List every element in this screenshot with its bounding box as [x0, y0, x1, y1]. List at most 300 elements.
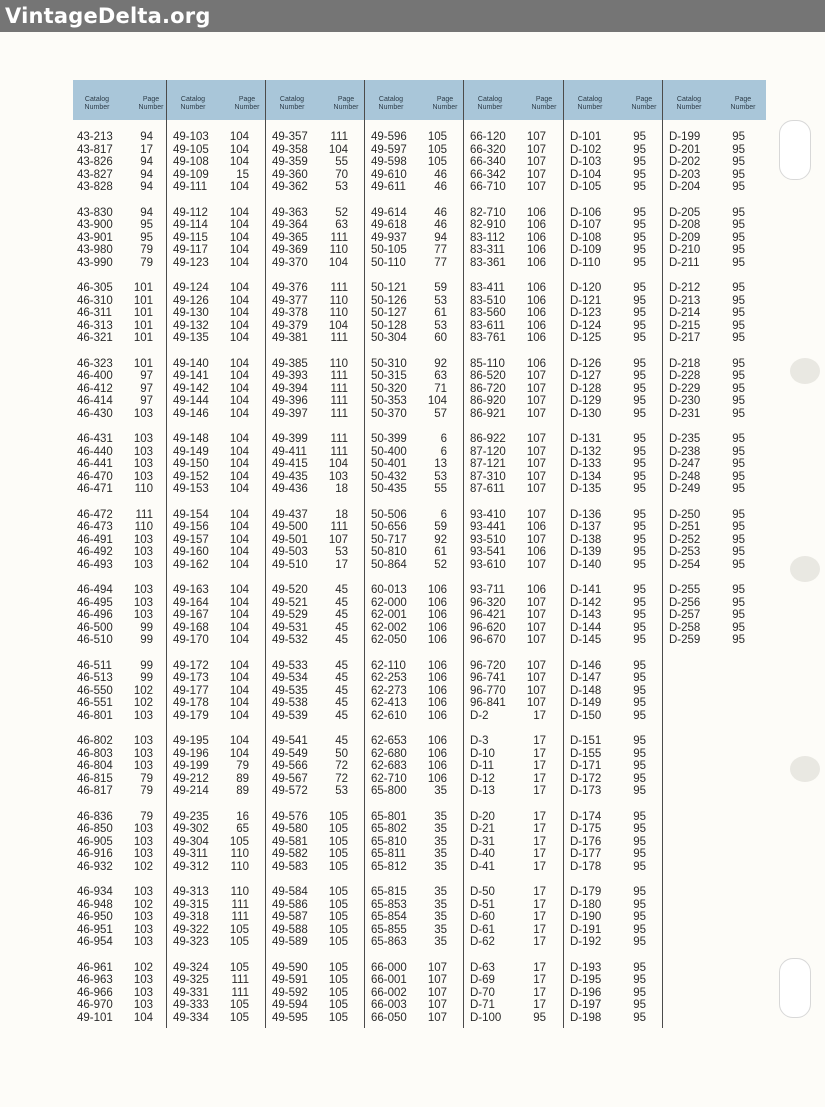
table-row: [77, 358, 166, 371]
header-line: Number: [531, 104, 557, 111]
catalog-number: 49-154: [173, 508, 209, 521]
table-row: [272, 307, 361, 320]
page-number: 104: [229, 319, 249, 332]
page-number: 103: [133, 407, 153, 420]
catalog-number: 49-376: [272, 282, 308, 294]
catalog-number: D-172: [570, 772, 602, 785]
table-row: [77, 735, 166, 748]
catalog-number: D-255: [669, 584, 701, 596]
catalog-number: D-51: [470, 898, 495, 911]
table-row: [173, 936, 262, 949]
table-row: [371, 899, 460, 912]
page-number: 95: [533, 1011, 546, 1024]
catalog-number: D-211: [669, 256, 700, 269]
table-row: [371, 332, 460, 345]
page-number: 53: [434, 470, 447, 483]
table-row: [470, 660, 559, 673]
catalog-number: 49-533: [272, 659, 308, 672]
page-number: 111: [231, 986, 249, 999]
catalog-number: 87-310: [470, 470, 506, 483]
page-number: 107: [526, 621, 546, 634]
catalog-number: 49-322: [173, 923, 209, 936]
table-row: [371, 408, 460, 421]
table-row: [470, 597, 559, 610]
page-number: 103: [133, 609, 153, 622]
entry-group: [173, 886, 262, 949]
page-number: 99: [140, 659, 153, 672]
table-row: [470, 395, 559, 408]
catalog-number: 93-441: [470, 521, 506, 534]
entry-group: [570, 660, 659, 723]
table-row: [77, 886, 166, 899]
entry-group: [570, 207, 659, 270]
page-number: 35: [434, 936, 447, 949]
catalog-number: D-20: [470, 810, 495, 823]
entry-group: [570, 811, 659, 874]
catalog-number: 46-473: [77, 521, 113, 534]
page-number: 110: [329, 294, 348, 307]
entry-group: [173, 735, 262, 798]
entry-group: [570, 962, 659, 1025]
page-number: 17: [533, 735, 546, 747]
page-number: 17: [533, 974, 546, 987]
page-number: 105: [229, 923, 249, 936]
catalog-number: 49-588: [272, 923, 308, 936]
catalog-number: 46-493: [77, 558, 113, 571]
page-number: 95: [732, 256, 745, 269]
table-row: [669, 307, 758, 320]
catalog-number: 96-841: [470, 697, 506, 710]
catalog-number: 49-324: [173, 961, 209, 974]
page-number: 77: [434, 244, 447, 257]
catalog-number: 46-311: [77, 307, 112, 320]
page-number: 107: [526, 697, 546, 710]
catalog-number: 43-980: [77, 244, 113, 257]
page-number: 63: [335, 219, 348, 232]
page-number: 95: [633, 974, 646, 987]
catalog-number: 50-370: [371, 407, 407, 420]
page-number: 107: [427, 961, 447, 974]
catalog-number: 96-741: [470, 672, 506, 685]
catalog-number: 49-304: [173, 835, 209, 848]
catalog-number: 49-156: [173, 521, 209, 534]
page-number: 107: [427, 974, 447, 987]
page-number: 103: [133, 709, 153, 722]
table-row: [77, 169, 166, 182]
page-number: 103: [133, 974, 153, 987]
page-number: 95: [732, 307, 745, 320]
page-number: 106: [526, 219, 546, 232]
catalog-number: D-230: [669, 395, 701, 408]
entry-group: [470, 207, 559, 270]
catalog-number: 49-124: [173, 282, 209, 294]
entry-group: [570, 509, 659, 572]
catalog-number: 83-311: [470, 244, 505, 257]
catalog-number: 50-656: [371, 521, 407, 534]
catalog-number: D-212: [669, 282, 701, 294]
table-row: [77, 811, 166, 824]
page-number: 17: [533, 886, 546, 898]
page-number: 95: [633, 143, 646, 156]
table-row: [371, 924, 460, 937]
table-row: [371, 169, 460, 182]
table-row: [173, 320, 262, 333]
table-row: [570, 899, 659, 912]
catalog-number: 49-539: [272, 709, 308, 722]
catalog-number: 86-921: [470, 407, 506, 420]
table-row: [77, 458, 166, 471]
table-row: [371, 244, 460, 257]
catalog-number: 66-001: [371, 974, 407, 987]
table-row: [173, 446, 262, 459]
page-number: 95: [140, 219, 153, 232]
table-row: [77, 861, 166, 874]
table-row: [371, 295, 460, 308]
catalog-number: 49-333: [173, 999, 209, 1012]
page-number: 71: [434, 382, 447, 395]
page-number: 17: [533, 835, 546, 848]
table-row: [570, 156, 659, 169]
page-number: 55: [335, 156, 348, 169]
page-number: 107: [526, 659, 546, 672]
catalog-number: 46-471: [77, 483, 113, 496]
table-row: [371, 1012, 460, 1025]
catalog-number: 49-173: [173, 672, 209, 685]
page-number: 45: [335, 684, 348, 697]
catalog-number: 83-761: [470, 332, 506, 345]
page-number: 95: [732, 244, 745, 257]
catalog-number: D-11: [470, 760, 495, 773]
catalog-number: 49-595: [272, 1011, 308, 1024]
page-number: 106: [427, 709, 447, 722]
page-number: 95: [633, 307, 646, 320]
page-number: 35: [434, 860, 447, 873]
catalog-number: 49-500: [272, 521, 308, 534]
catalog-number: 49-105: [173, 143, 209, 156]
page-number: 111: [330, 370, 348, 383]
table-row: [470, 962, 559, 975]
table-row: [272, 685, 361, 698]
table-row: [173, 987, 262, 1000]
page-number: 105: [229, 936, 249, 949]
page-number: 104: [229, 282, 249, 294]
table-row: [669, 295, 758, 308]
table-row: [371, 395, 460, 408]
page-number: 110: [134, 521, 153, 534]
catalog-number: 49-153: [173, 483, 209, 496]
entry-group: [570, 433, 659, 496]
table-row: [570, 987, 659, 1000]
page-number: 102: [133, 697, 153, 710]
page-number: 111: [330, 395, 348, 408]
catalog-number: D-254: [669, 558, 701, 571]
catalog-number: D-235: [669, 433, 701, 445]
table-row: [77, 433, 166, 446]
page-number: 104: [229, 546, 249, 559]
page-number: 101: [133, 282, 153, 294]
page-number: 102: [133, 898, 153, 911]
table-row: [570, 219, 659, 232]
catalog-number-header: [570, 80, 610, 136]
page-number: 107: [526, 483, 546, 496]
header-line: Catalog: [180, 96, 206, 103]
table-row: [272, 609, 361, 622]
table-row: [570, 534, 659, 547]
table-row: [272, 748, 361, 761]
catalog-number: 46-932: [77, 860, 113, 873]
page-number: 35: [434, 923, 447, 936]
table-row: [77, 899, 166, 912]
page-number: 103: [133, 886, 153, 898]
entry-group: [272, 207, 361, 270]
table-row: [570, 207, 659, 220]
entry-group: [173, 962, 262, 1025]
catalog-number: D-120: [570, 282, 602, 294]
catalog-number: D-140: [570, 558, 602, 571]
column-divider: [463, 80, 464, 1028]
catalog-number: 65-810: [371, 835, 407, 848]
table-row: [272, 471, 361, 484]
page-number: 105: [328, 886, 348, 898]
catalog-number: 83-611: [470, 319, 505, 332]
entry-group: [371, 358, 460, 421]
page-number-header: [227, 80, 267, 136]
table-row: [173, 999, 262, 1012]
table-row: [570, 483, 659, 496]
page-number: 111: [330, 407, 348, 420]
catalog-number: 46-431: [77, 433, 113, 445]
catalog-number: 83-510: [470, 294, 506, 307]
table-row: [173, 219, 262, 232]
page-number: 104: [229, 244, 249, 257]
catalog-number: 46-491: [77, 533, 113, 546]
page-number: 103: [133, 558, 153, 571]
catalog-number: 93-541: [470, 546, 506, 559]
table-row: [77, 282, 166, 295]
page-number: 95: [633, 445, 646, 458]
table-row: [371, 584, 460, 597]
entry-group: [173, 433, 262, 496]
page-number: 45: [335, 697, 348, 710]
page-number: 15: [236, 168, 249, 181]
page-number: 103: [133, 735, 153, 747]
catalog-number: D-203: [669, 168, 701, 181]
entry-group: [77, 886, 166, 949]
table-row: [570, 131, 659, 144]
catalog-number: D-148: [570, 684, 602, 697]
page-number: 46: [434, 219, 447, 232]
page-number: 107: [526, 407, 546, 420]
page-number: 95: [633, 835, 646, 848]
catalog-number: 49-394: [272, 382, 308, 395]
table-row: [77, 760, 166, 773]
page-number: 107: [427, 1011, 447, 1024]
catalog-number: 43-828: [77, 181, 113, 194]
page-number: 104: [229, 395, 249, 408]
catalog-number: 49-212: [173, 772, 209, 785]
entry-group: [470, 660, 559, 723]
page-number: 105: [328, 823, 348, 836]
page-number: 53: [434, 294, 447, 307]
table-row: [470, 332, 559, 345]
page-number: 95: [732, 219, 745, 232]
page-number: 103: [133, 986, 153, 999]
page-number: 60: [434, 332, 447, 345]
page-number: 104: [229, 533, 249, 546]
catalog-number: 49-103: [173, 131, 209, 143]
table-row: [371, 458, 460, 471]
header-line: Number: [84, 104, 110, 111]
page-number: 107: [526, 672, 546, 685]
catalog-number: D-258: [669, 621, 701, 634]
catalog-number: 50-353: [371, 395, 407, 408]
table-row: [272, 219, 361, 232]
table-row: [77, 999, 166, 1012]
table-row: [77, 370, 166, 383]
table-row: [272, 987, 361, 1000]
table-row: [272, 911, 361, 924]
entry-group: [470, 433, 559, 496]
catalog-number: D-238: [669, 445, 701, 458]
table-row: [173, 836, 262, 849]
catalog-number: 49-144: [173, 395, 209, 408]
catalog-number: D-199: [669, 131, 701, 143]
page-number: 95: [633, 709, 646, 722]
entry-group: [77, 509, 166, 572]
page-number: 95: [633, 609, 646, 622]
page-number: 103: [133, 760, 153, 773]
catalog-number: 49-142: [173, 382, 209, 395]
catalog-number: D-257: [669, 609, 701, 622]
table-row: [77, 232, 166, 245]
header-line: Number: [730, 104, 756, 111]
page-number-header: [624, 80, 664, 136]
catalog-number: D-133: [570, 458, 602, 471]
catalog-number: 87-120: [470, 445, 506, 458]
catalog-number: 46-961: [77, 961, 113, 974]
page-number: 65: [236, 823, 249, 836]
catalog-number: 46-950: [77, 911, 113, 924]
catalog-number: D-101: [570, 131, 602, 143]
page-number: 95: [633, 848, 646, 861]
page-number: 95: [633, 911, 646, 924]
catalog-number: 49-162: [173, 558, 209, 571]
catalog-number: D-256: [669, 596, 701, 609]
page-number: 94: [140, 181, 153, 194]
entry-group: [470, 962, 559, 1025]
table-row: [470, 848, 559, 861]
catalog-number: 49-111: [173, 181, 208, 194]
table-row: [669, 169, 758, 182]
table-row: [570, 836, 659, 849]
page-number: 95: [633, 521, 646, 534]
table-row: [272, 836, 361, 849]
table-row: [371, 672, 460, 685]
catalog-number: 46-954: [77, 936, 113, 949]
entry-group: [173, 207, 262, 270]
catalog-number: 66-320: [470, 143, 506, 156]
catalog-number: 87-121: [470, 458, 506, 471]
page-number: 105: [229, 999, 249, 1012]
page-number: 107: [526, 684, 546, 697]
catalog-number: 46-551: [77, 697, 113, 710]
table-row: [669, 458, 758, 471]
catalog-number: D-21: [470, 823, 495, 836]
table-row: [272, 861, 361, 874]
table-row: [570, 446, 659, 459]
page-number: 95: [633, 382, 646, 395]
catalog-number: 49-196: [173, 747, 209, 760]
catalog-number: 65-854: [371, 911, 407, 924]
table-row: [470, 521, 559, 534]
table-row: [272, 634, 361, 647]
table-row: [470, 458, 559, 471]
catalog-number: 49-584: [272, 886, 308, 898]
catalog-number: 49-318: [173, 911, 209, 924]
page-number: 107: [526, 382, 546, 395]
catalog-number: 49-411: [272, 445, 307, 458]
table-row: [371, 282, 460, 295]
catalog-number: 49-363: [272, 206, 308, 219]
catalog-number: 65-800: [371, 785, 407, 798]
table-row: [470, 320, 559, 333]
page-number: 35: [434, 911, 447, 924]
page-number: 79: [140, 772, 153, 785]
page-number: 104: [229, 181, 249, 194]
page-number: 107: [427, 999, 447, 1012]
table-row: [173, 974, 262, 987]
catalog-number: D-106: [570, 206, 602, 219]
page-number: 35: [434, 898, 447, 911]
page-number: 92: [434, 357, 447, 370]
table-row: [77, 697, 166, 710]
page-number: 72: [335, 772, 348, 785]
page-number: 17: [533, 785, 546, 798]
catalog-number: 49-501: [272, 533, 308, 546]
catalog-number: 49-168: [173, 621, 209, 634]
page-number: 16: [236, 810, 249, 823]
catalog-number: 46-496: [77, 609, 113, 622]
table-row: [570, 773, 659, 786]
table-row: [470, 559, 559, 572]
catalog-number: 50-128: [371, 319, 407, 332]
catalog-number: 49-937: [371, 231, 407, 244]
catalog-number: D-171: [570, 760, 602, 773]
page-number: 104: [229, 747, 249, 760]
catalog-number: 49-135: [173, 332, 209, 345]
entry-group: [272, 811, 361, 874]
page-number: 104: [229, 609, 249, 622]
table-row: [173, 509, 262, 522]
catalog-number: D-229: [669, 382, 701, 395]
catalog-number: D-176: [570, 835, 602, 848]
page-number: 104: [229, 521, 249, 534]
table-row: [371, 232, 460, 245]
page-number: 17: [533, 923, 546, 936]
table-row: [570, 748, 659, 761]
table-row: [173, 710, 262, 723]
page-number: 104: [229, 206, 249, 219]
catalog-number: 46-817: [77, 785, 113, 798]
table-row: [272, 181, 361, 194]
page-number: 101: [133, 357, 153, 370]
catalog-number: 96-620: [470, 621, 506, 634]
table-row: [470, 785, 559, 798]
entry-group: [173, 584, 262, 647]
catalog-number: 49-150: [173, 458, 209, 471]
catalog-number: 49-199: [173, 760, 209, 773]
catalog-number: 49-214: [173, 785, 209, 798]
